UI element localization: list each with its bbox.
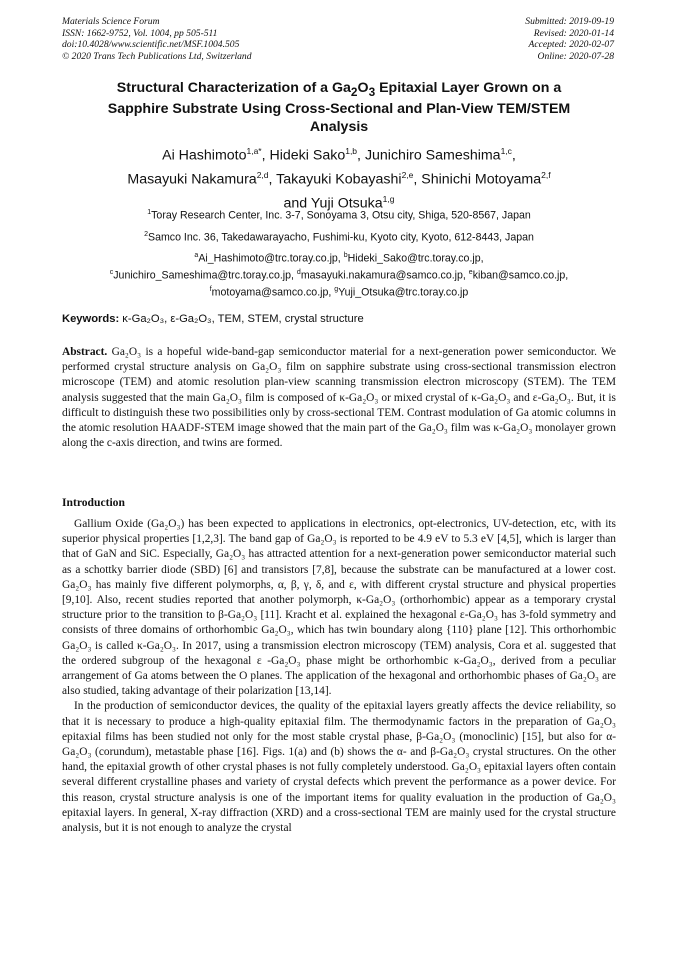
keywords-text: κ-Ga₂O₃, ε-Ga₂O₃, TEM, STEM, crystal structure [119,313,364,325]
email-link[interactable]: kiban@samco.co.jp, [472,269,569,282]
author-name: Takayuki Kobayashi [276,171,402,188]
email-link[interactable]: motoyama@samco.co.jp, [211,286,335,299]
author-line-3: and Yuji Otsuka$^{1,g}$ [283,194,395,213]
journal-header [62,16,252,62]
affiliation-1: $^1$Toray Research Center, Inc. 3-7, Sonoyama 3, Otsu city, Shiga, 520-8567, Japan [147,209,531,222]
date-submitted: Submitted: 2019-09-19 [525,16,614,27]
journal-name: Materials Science Forum [62,16,160,27]
author-name: and Yuji Otsuka [283,196,383,213]
paper-title [62,80,616,136]
email-line-2: $^c$Junichiro_Sameshima@trc.toray.co.jp, $^d$masayuki.nakamura@samco.co.jp, $^e$kiban@samco.co.jp, [109,269,569,282]
author-list [62,142,616,215]
email-link[interactable]: Junichiro_Sameshima@trc.toray.co.jp, [113,269,297,282]
email-line-1: $^a$Ai_Hashimoto@trc.toray.co.jp, $^b$Hideki_Sako@trc.toray.co.jp, [194,252,484,265]
email-link[interactable]: Hideki_Sako@trc.toray.co.jp, [347,252,484,265]
date-online: Online: 2020-07-28 [537,50,614,62]
dates-header [525,16,614,62]
date-revised: Revised: 2020-01-14 [533,27,614,39]
email-link[interactable]: Ai_Hashimoto@trc.toray.co.jp, [198,252,344,265]
author-emails [62,249,616,300]
date-accepted: Accepted: 2020-02-07 [528,39,614,50]
title-line-3: Analysis [309,118,369,135]
journal-copyright: © 2020 Trans Tech Publications Ltd, Switzerland [62,50,252,62]
abstract-label: Abstract. [62,346,108,358]
email-line-3: $^f$motoyama@samco.co.jp, $^g$Yuji_Otsuka@trc.toray.co.jp [209,286,469,299]
email-link[interactable]: masayuki.nakamura@samco.co.jp, [300,269,469,282]
section-heading-introduction: Introduction [62,496,125,509]
keywords-label: Keywords: [62,313,120,325]
author-line-1: Ai Hashimoto$^{1,a*}$, Hideki Sako$^{1,b}$, Junichiro Sameshima$^{1,c}$, [162,146,516,164]
email-link[interactable]: Yuji_Otsuka@trc.toray.co.jp [338,286,469,299]
author-name: Masayuki Nakamura [127,171,257,188]
abstract-text: Ga₂O₃ is a hopeful wide-band-gap semiconductor material for a next-generation power semiconductor. We performed crystal structure analysis on Ga₂O₃ film on sapphire substrate using cross-sectional transmission electron microscope (TEM) and atomic resolution plan-view scanning transmission electron microscopy (STEM). The TEM analysis suggested that the main Ga₂O₃ film is composed of κ-Ga₂O₃ or mixed crystal of κ-Ga₂O₃ and ε-Ga₂O₃. But, it is difficult to distinguish these two possibilities only by cross-sectional TEM. Contrast modulation of Ga atomic columns in the atomic resolution HAADF-STEM image showed that the main part of the Ga₂O₃ film was κ-Ga₂O₃ monolayer grown along the c-axis direction, and twins are formed. [62,346,616,450]
paragraph: Gallium Oxide (Ga₂O₃) has been expected to applications in electronics, opt-electronics, UV-detection, etc, with its superior physical properties [1,2,3]. The band gap of Ga₂O₃ is reported to be 4.9 eV to 5.3 eV [4,5], which is larger than that of GaN and SiC. Especially, Ga₂O₃ has attracted attention for a next-generation power semiconductor material such as a schottky barrier diode (SBD) [6] and transistors [7,8], because the substrate can be manufactured at a lower cost. Ga₂O₃ has mainly five different polymorphs, α, β, γ, δ, and ε, with different crystal structure and physical properties [9,10]. Also, recent studies reported that another polymorph, κ-Ga₂O₃ (orthorhombic) appear as a temporary crystal structure prior to the transition to β-Ga₂O₃ [11]. Kracht et al. explained the hexagonal ε-Ga₂O₃ has 3-fold symmetry and consists of three domains of orthorhombic Ga₂O₃, which has twin boundary along {110} plane [12]. This orthorhombic Ga₂O₃ is called κ-Ga₂O₃. In 2017, using a transmission electron microscopy (TEM) analysis, Cora et al. suggested that the ordered subgroup of the hexagonal ε -Ga₂O₃ phase might be orthorhombic κ-Ga₂O₃, derived from a peculiar arrangement of Ga atoms between the O planes. The application of the hexagonal and orthorhombic phases of Ga₂O₃ are also studied, taking advantage of their polarization [13,14]. [62,518,616,698]
title-line-1: Structural Characterization of a $Ga_2O_3$ Epitaxial Layer Grown on a [116,80,562,99]
author-name: Shinichi Motoyama [421,171,542,188]
author-name: Junichiro Sameshima [364,147,501,164]
author-name: Ai Hashimoto [162,147,247,164]
abstract [62,345,616,451]
introduction-body [62,517,616,836]
journal-issn: ISSN: 1662-9752, Vol. 1004, pp 505-511 [62,27,218,39]
paragraph: In the production of semiconductor devices, the quality of the epitaxial layers greatly affects the device reliability, so that it is necessary to produce a high-quality epitaxial film. The thermodynamic factors in the preparation of Ga₂O₃ epitaxial films has been studied not only for the most stable crystal phase, β-Ga₂O₃ (monoclinic) [15], but also for α-Ga₂O₃ (corundum), metastable phase [16]. Figs. 1(a) and (b) shows the α- and β-Ga₂O₃ crystal structures. On the other hand, the epitaxial growth of other crystal phases is not fully completely understood. Ga₂O₃ epitaxial layers often contain several different crystalline phases and variety of crystal defects which prevent the performance as a power device. For this reason, crystal structure analysis is one of the important items for quality evaluation in the production of Ga₂O₃ epitaxial layers. In general, X-ray diffraction (XRD) and a cross-sectional TEM are mainly used for the crystal structure analysis, but it is not enough to analyze the crystal [62,700,616,835]
title-line-2: Sapphire Substrate Using Cross-Sectional and Plan-View TEM/STEM [107,101,571,118]
journal-doi: doi:10.4028/www.scientific.net/MSF.1004.505 [62,39,240,50]
author-line-2: Masayuki Nakamura$^{2,d}$, Takayuki Kobayashi$^{2,e}$, Shinichi Motoyama$^{2,f}$ [127,170,551,188]
affiliation-2: $^2$Samco Inc. 36, Takedawarayacho, Fushimi-ku, Kyoto city, Kyoto, 612-8443, Japan [144,231,534,244]
keywords [62,312,616,326]
author-name: Hideki Sako [269,147,346,164]
